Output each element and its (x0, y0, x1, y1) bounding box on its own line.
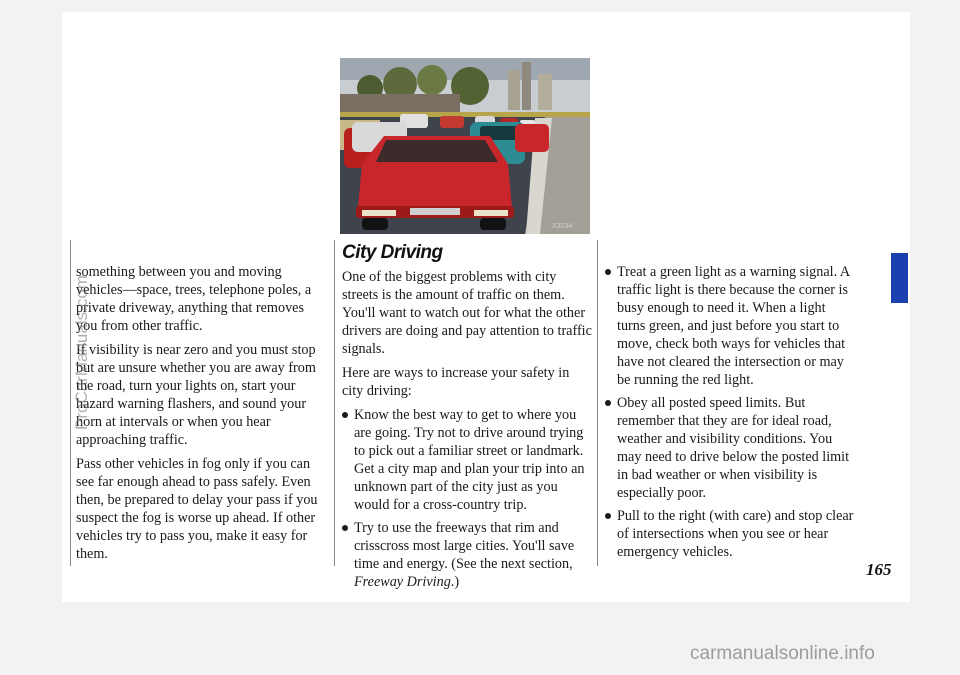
left-paragraph: Pass other vehicles in fog only if you can see far enough ahead to pass safely. Even then, be prepared to delay your pass if you suspect the fog is worse up ahead. If other vehicles try to pass you, make it easy for them. (76, 456, 318, 562)
bullet-text-tail: .) (450, 574, 460, 590)
bullet-text: Obey all posted speed limits. But remember that they are for ideal road, weather and visibility conditions. You may need to drive below the posted limit in bad weather or when visibility is especially poor. (617, 395, 850, 501)
column-rule-middle (334, 240, 335, 566)
middle-paragraph: One of the biggest problems with city streets is the amount of traffic on them. You'll want to watch out for what the other drivers are doing and pay attention to traffic signals. (342, 269, 592, 357)
photo-code: X3034 (552, 223, 573, 230)
middle-paragraph: Here are ways to increase your safety in city driving: (342, 365, 570, 399)
bullet-item (605, 263, 855, 389)
bullet-item (605, 394, 855, 502)
left-paragraph: If visibility is near zero and you must stop but are unsure whether you are away from the road, turn your lights on, start your hazard warning flashers, and sound your horn at intervals or when you hear approaching traffic. (76, 342, 316, 448)
column-rule-right (597, 240, 598, 566)
column-rule-left (70, 240, 71, 566)
bullet-item (342, 406, 592, 514)
bullet-icon (605, 513, 611, 519)
middle-column (342, 268, 592, 596)
left-paragraph: something between you and moving vehicles—space, trees, telephone poles, a private driveway, anything that removes you from other traffic. (76, 264, 312, 334)
bullet-icon (342, 412, 348, 418)
bullet-icon (342, 525, 348, 531)
bullet-item (605, 507, 855, 561)
bullet-text: Try to use the freeways that rim and crisscross most large cities. You'll save time and energy. (See the next section, (354, 520, 575, 572)
bullet-text: Know the best way to get to where you are going. Try not to drive around trying to pick out a familiar street or landmark. Get a city map and plan your trip into an unknown part of the city just as you would for a cross-country trip. (354, 407, 585, 513)
right-column (605, 263, 855, 566)
city-traffic-photo (340, 58, 590, 234)
watermark-left: ProCarManuals.com (72, 275, 91, 430)
right-bullet-list (605, 263, 855, 561)
bullet-item (342, 519, 592, 591)
bullet-icon (605, 400, 611, 406)
watermark-bottom: carmanualsonline.info (690, 643, 875, 664)
middle-bullet-list (342, 406, 592, 591)
bullet-icon (605, 269, 611, 275)
section-tab (891, 253, 908, 303)
bullet-text: Pull to the right (with care) and stop clear of intersections when you see or hear emergency vehicles. (617, 508, 854, 560)
page-number: 165 (866, 560, 892, 579)
left-column (76, 263, 324, 569)
cross-reference: Freeway Driving (354, 574, 451, 590)
city-traffic-illustration (340, 58, 590, 234)
bullet-text: Treat a green light as a warning signal. A traffic light is there because the corner is busy enough to need it. When a light turns green, and just before you start to move, check both ways for vehicles that have not cleared the intersection or may be running the red light. (617, 264, 850, 388)
section-heading: City Driving (342, 242, 443, 263)
